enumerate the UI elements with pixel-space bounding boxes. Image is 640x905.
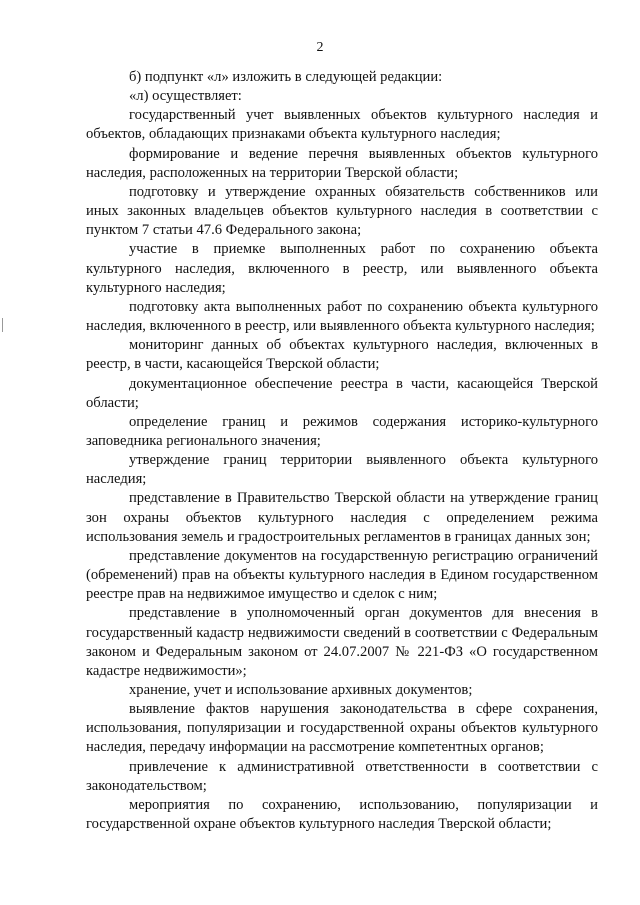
margin-mark bbox=[2, 318, 5, 332]
paragraph: подготовку и утверждение охранных обязательств собственников или иных законных владельцев объектов культурного наследия в соответствии с пунктом 7 статьи 47.6 Федерального закона; bbox=[86, 183, 598, 239]
paragraph: представление в Правительство Тверской области на утверждение границ зон охраны объектов культурного наследия с определением режима использования земель и градостроительных регламентов в границах данных зон; bbox=[86, 490, 598, 545]
paragraph: утверждение границ территории выявленного объекта культурного наследия; bbox=[86, 452, 598, 488]
paragraph: определение границ и режимов содержания историко-культурного заповедника регионального значения; bbox=[86, 413, 598, 449]
paragraph: хранение, учет и использование архивных документов; bbox=[129, 682, 473, 698]
document-body bbox=[86, 68, 598, 834]
paragraph: привлечение к административной ответственности в соответствии с законодательством; bbox=[86, 758, 598, 794]
paragraph: формирование и ведение перечня выявленных объектов культурного наследия, расположенных на территории Тверской области; bbox=[86, 145, 598, 181]
paragraph: выявление фактов нарушения законодательства в сфере сохранения, использования, популяризации и государственной охраны объектов культурного наследия, передачу информации на рассмотрение компетентных органов; bbox=[86, 701, 598, 756]
paragraph: представление документов на государственную регистрацию ограничений (обременений) прав на объекты культурного наследия в Едином государственном реестре прав на недвижимое имущество и сделок с ним; bbox=[86, 547, 598, 603]
page-number: 2 bbox=[316, 40, 324, 55]
paragraph: б) подпункт «л» изложить в следующей редакции: bbox=[129, 69, 443, 85]
paragraph: подготовку акта выполненных работ по сохранению объекта культурного наследия, включенного в реестр, или выявленного объекта культурного наследия; bbox=[86, 298, 598, 335]
paragraph: «л) осуществляет: bbox=[129, 88, 242, 105]
paragraph: государственный учет выявленных объектов культурного наследия и объектов, обладающих признаками объекта культурного наследия; bbox=[86, 107, 598, 143]
paragraph: представление в уполномоченный орган документов для внесения в государственный кадастр недвижимости сведений в соответствии с Федеральным законом и Федеральным законом от 24.07.2007 № 221-ФЗ «О государственном кадастре недвижимости»; bbox=[86, 605, 598, 679]
paragraph: мониторинг данных об объектах культурного наследия, включенных в реестр, в части, касающейся Тверской области; bbox=[86, 337, 598, 373]
paragraph: участие в приемке выполненных работ по сохранению объекта культурного наследия, включенного в реестр, или выявленного объекта культурного наследия; bbox=[86, 241, 598, 296]
paragraph: документационное обеспечение реестра в части, касающейся Тверской области; bbox=[86, 375, 598, 411]
paragraph: мероприятия по сохранению, использованию, популяризации и государственной охране объектов культурного наследия Тверской области; bbox=[86, 796, 598, 833]
